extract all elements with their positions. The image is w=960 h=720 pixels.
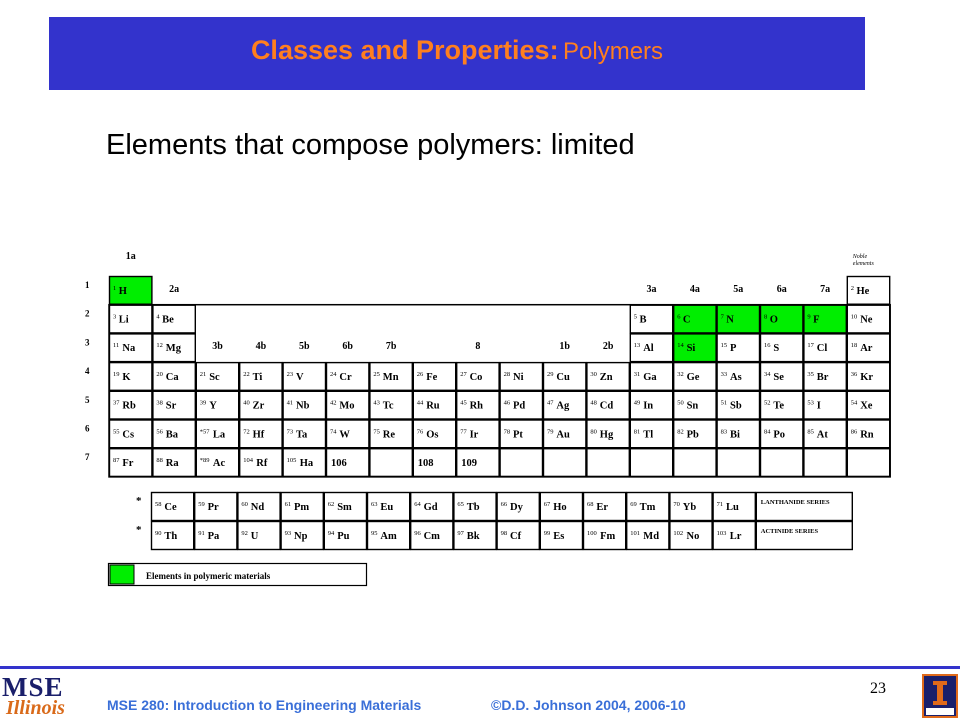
element-number: 41 xyxy=(286,399,294,407)
element-symbol: Lr xyxy=(729,530,742,542)
element-symbol: H xyxy=(118,285,127,297)
element-symbol: Eu xyxy=(380,501,394,513)
element-symbol: Pm xyxy=(294,501,310,513)
group-label: 5a xyxy=(733,283,744,295)
legend-swatch xyxy=(110,565,134,584)
element-symbol: W xyxy=(339,429,350,441)
period-label: 2 xyxy=(85,308,90,319)
element-symbol: Cf xyxy=(510,530,522,542)
element-number: 101 xyxy=(630,529,640,537)
element-number: 67 xyxy=(543,500,551,508)
element-symbol: Pa xyxy=(207,530,220,542)
element-number: 48 xyxy=(590,399,597,407)
element-number: 27 xyxy=(460,370,467,378)
group-label: 5b xyxy=(299,341,310,353)
element-symbol: Si xyxy=(686,343,696,355)
element-number: 8 xyxy=(764,313,768,321)
copyright: ©D.D. Johnson 2004, 2006-10 xyxy=(491,697,686,713)
element-number: 104 xyxy=(243,456,253,464)
element-number: 73 xyxy=(286,428,294,436)
element-number: 66 xyxy=(500,500,508,508)
element-symbol: Os xyxy=(426,429,439,441)
element-symbol: B xyxy=(639,314,647,326)
element-number: 11 xyxy=(113,342,120,350)
element-symbol: Tl xyxy=(643,429,654,441)
series-marker: * xyxy=(136,495,142,507)
element-symbol: Na xyxy=(122,343,136,355)
element-number: 33 xyxy=(720,370,728,378)
element-symbol: La xyxy=(212,429,226,441)
period-label: 3 xyxy=(85,337,90,348)
element-symbol: At xyxy=(816,429,828,441)
element-symbol: Ag xyxy=(556,400,570,412)
element-symbol: Nd xyxy=(250,501,265,513)
element-symbol: Sm xyxy=(337,501,352,513)
element-cell xyxy=(544,449,586,477)
element-number: 61 xyxy=(284,500,292,508)
element-symbol: Hg xyxy=(599,429,614,441)
element-symbol: Co xyxy=(469,371,483,383)
group-label: 1a xyxy=(125,251,136,262)
element-number: 16 xyxy=(764,342,771,350)
element-number: 71 xyxy=(716,500,724,508)
element-symbol: Ra xyxy=(165,457,179,469)
element-symbol: Ar xyxy=(860,343,873,355)
element-symbol: Ga xyxy=(643,371,657,383)
element-symbol: U xyxy=(250,530,259,542)
element-number: 79 xyxy=(547,428,554,436)
period-label: 1 xyxy=(85,280,90,290)
element-symbol: Ta xyxy=(296,429,308,441)
group-label: 4b xyxy=(255,341,267,353)
element-number: 49 xyxy=(633,399,641,407)
element-symbol: Tb xyxy=(466,501,480,513)
element-symbol: Te xyxy=(773,400,785,412)
element-symbol: Md xyxy=(643,530,660,542)
element-symbol: Po xyxy=(773,429,786,441)
element-symbol: Ru xyxy=(426,400,440,412)
element-number: 90 xyxy=(155,529,162,537)
element-symbol: Ti xyxy=(252,371,263,383)
group-label: 7b xyxy=(385,341,397,353)
element-number: 63 xyxy=(371,500,378,508)
element-symbol: 108 xyxy=(417,457,434,469)
element-number: 99 xyxy=(543,529,551,537)
illinois-logo: Illinois xyxy=(6,697,65,719)
element-symbol: No xyxy=(686,530,700,542)
element-symbol: Pt xyxy=(513,429,523,441)
element-number: 83 xyxy=(720,428,728,436)
period-label: 7 xyxy=(85,452,90,463)
element-symbol: K xyxy=(122,371,131,383)
element-number: 72 xyxy=(243,428,250,436)
page-number: 23 xyxy=(870,680,886,697)
element-number: 95 xyxy=(371,529,378,537)
group-label: 2a xyxy=(169,283,180,295)
element-number: 14 xyxy=(677,342,684,350)
element-number: 97 xyxy=(457,529,464,537)
element-cell xyxy=(630,449,672,477)
element-number: 102 xyxy=(673,529,684,537)
element-number: 76 xyxy=(416,428,424,436)
element-symbol: Cm xyxy=(423,530,440,542)
element-number: *89 xyxy=(199,456,210,464)
element-number: 52 xyxy=(764,399,771,407)
element-number: 105 xyxy=(286,456,297,464)
element-number: 35 xyxy=(807,370,814,378)
university-crest-icon xyxy=(922,674,958,718)
element-symbol: Xe xyxy=(860,400,873,412)
element-symbol: Mo xyxy=(339,400,355,412)
element-number: 87 xyxy=(113,456,120,464)
element-number: 26 xyxy=(416,370,424,378)
element-number: 58 xyxy=(155,500,162,508)
element-number: 103 xyxy=(716,529,727,537)
element-number: 91 xyxy=(198,529,205,537)
element-symbol: Rh xyxy=(469,400,484,412)
element-number: 81 xyxy=(633,428,641,436)
group-label: 1b xyxy=(559,341,570,353)
element-symbol: Ha xyxy=(299,457,314,469)
element-symbol: 106 xyxy=(331,457,347,469)
period-label: 4 xyxy=(85,366,90,377)
element-symbol: Es xyxy=(553,530,565,542)
element-symbol: Ni xyxy=(513,371,524,383)
element-symbol: Pb xyxy=(686,429,699,441)
element-number: 51 xyxy=(720,399,728,407)
element-symbol: Zn xyxy=(599,371,613,383)
element-number: 10 xyxy=(850,313,858,321)
element-number: 21 xyxy=(199,370,207,378)
element-number: 56 xyxy=(156,428,163,436)
element-symbol: Cs xyxy=(122,429,135,441)
element-cell xyxy=(847,449,889,477)
element-number: 98 xyxy=(500,529,508,537)
element-symbol: In xyxy=(643,400,654,412)
element-symbol: Kr xyxy=(860,371,874,383)
element-number: 62 xyxy=(327,500,335,508)
element-symbol: Mn xyxy=(382,371,399,383)
series-marker: * xyxy=(136,524,142,536)
element-number: 12 xyxy=(156,342,163,350)
element-number: 13 xyxy=(633,342,641,350)
element-symbol: Cl xyxy=(816,343,828,355)
group-label: 3a xyxy=(646,283,657,295)
element-symbol: Am xyxy=(380,530,397,542)
group-label: 2b xyxy=(602,341,614,353)
element-number: 100 xyxy=(587,529,597,537)
element-number: 24 xyxy=(330,370,337,378)
group-label: 8 xyxy=(475,341,481,353)
series-label-cell xyxy=(756,493,852,521)
element-number: 53 xyxy=(807,399,814,407)
element-number: 65 xyxy=(457,500,464,508)
element-symbol: V xyxy=(296,371,304,383)
element-number: 25 xyxy=(373,370,380,378)
element-symbol: Ba xyxy=(165,429,179,441)
element-symbol: Bi xyxy=(730,429,740,441)
footer-divider xyxy=(0,666,960,669)
element-symbol: Mg xyxy=(165,343,181,355)
element-symbol: 109 xyxy=(461,457,477,469)
element-symbol: Ca xyxy=(165,371,179,383)
element-symbol: Rn xyxy=(860,429,874,441)
element-number: 22 xyxy=(243,370,250,378)
element-number: 42 xyxy=(330,399,337,407)
element-number: 96 xyxy=(414,529,421,537)
element-symbol: Li xyxy=(118,314,129,326)
element-number: 4 xyxy=(156,313,160,321)
element-number: 68 xyxy=(587,500,594,508)
element-symbol: Rb xyxy=(122,400,136,412)
element-symbol: Fe xyxy=(426,371,438,383)
element-number: 82 xyxy=(677,428,684,436)
element-symbol: N xyxy=(726,314,734,326)
element-number: 55 xyxy=(113,428,120,436)
element-number: 30 xyxy=(590,370,597,378)
legend-label: Elements in polymeric materials xyxy=(146,571,271,581)
element-symbol: As xyxy=(730,371,742,383)
element-number: 77 xyxy=(460,428,467,436)
element-number: 1 xyxy=(113,284,117,292)
element-symbol: Au xyxy=(556,429,570,441)
element-number: 44 xyxy=(416,399,424,407)
element-number: 9 xyxy=(807,313,811,321)
element-symbol: Ce xyxy=(164,501,177,513)
element-symbol: S xyxy=(773,343,780,355)
element-symbol: Nb xyxy=(296,400,310,412)
course-name: MSE 280: Introduction to Engineering Materials xyxy=(107,697,422,713)
element-symbol: Ge xyxy=(686,371,700,383)
element-number: 20 xyxy=(156,370,163,378)
element-symbol: Fr xyxy=(122,457,134,469)
element-number: 17 xyxy=(807,342,814,350)
element-symbol: Sb xyxy=(730,400,742,412)
element-symbol: Er xyxy=(596,501,609,513)
element-symbol: O xyxy=(769,314,778,326)
element-symbol: F xyxy=(813,314,820,326)
element-symbol: He xyxy=(856,285,870,297)
element-number: 31 xyxy=(633,370,641,378)
element-number: 36 xyxy=(850,370,858,378)
element-number: 32 xyxy=(677,370,684,378)
element-symbol: Tc xyxy=(382,400,394,412)
element-cell xyxy=(370,449,412,477)
element-symbol: Be xyxy=(162,314,174,326)
group-label: 6a xyxy=(776,283,787,295)
element-number: 86 xyxy=(850,428,858,436)
element-symbol: Sc xyxy=(209,371,220,383)
element-symbol: Ho xyxy=(553,501,567,513)
element-number: 6 xyxy=(677,313,681,321)
element-symbol: Cu xyxy=(556,371,570,383)
series-label: ACTINIDE SERIES xyxy=(760,528,819,535)
period-label: 6 xyxy=(85,423,90,434)
element-number: 74 xyxy=(330,428,337,436)
element-number: 92 xyxy=(241,529,248,537)
element-cell xyxy=(587,449,629,477)
element-number: 43 xyxy=(373,399,380,407)
element-symbol: Br xyxy=(816,371,829,383)
element-number: 18 xyxy=(850,342,858,350)
element-symbol: I xyxy=(816,400,821,412)
element-symbol: Rf xyxy=(256,457,268,469)
element-symbol: Sr xyxy=(165,400,177,412)
element-symbol: P xyxy=(730,343,737,355)
element-number: 28 xyxy=(503,370,511,378)
element-symbol: Ir xyxy=(469,429,479,441)
element-number: 3 xyxy=(113,313,117,321)
noble-gas-label: elements xyxy=(852,261,874,267)
element-symbol: Al xyxy=(643,343,654,355)
mse-logo: MSE xyxy=(2,672,64,702)
element-number: 47 xyxy=(547,399,554,407)
element-symbol: Tm xyxy=(639,501,656,513)
group-label: 7a xyxy=(820,283,831,295)
element-symbol: Pr xyxy=(207,501,219,513)
element-symbol: Y xyxy=(209,400,217,412)
element-number: 60 xyxy=(241,500,248,508)
element-number: 70 xyxy=(673,500,680,508)
element-number: 59 xyxy=(198,500,205,508)
element-symbol: Se xyxy=(773,371,784,383)
group-label: 6b xyxy=(342,341,353,353)
slide-title-main: Classes and Properties: xyxy=(250,35,559,65)
slide-subtitle: Elements that compose polymers: limited xyxy=(106,129,635,161)
element-number: 54 xyxy=(850,399,858,407)
element-number: 7 xyxy=(720,313,724,321)
element-symbol: Gd xyxy=(423,501,438,513)
element-symbol: Th xyxy=(164,530,178,542)
element-symbol: Pu xyxy=(337,530,350,542)
element-number: 45 xyxy=(460,399,467,407)
element-number: 75 xyxy=(373,428,380,436)
element-number: 37 xyxy=(113,399,120,407)
element-number: 34 xyxy=(764,370,771,378)
element-cell xyxy=(804,449,846,477)
element-number: 50 xyxy=(677,399,684,407)
element-number: 15 xyxy=(720,342,728,350)
noble-gas-label: Noble xyxy=(852,254,868,260)
element-number: 93 xyxy=(284,529,292,537)
element-symbol: Cd xyxy=(599,400,614,412)
group-label: 3b xyxy=(212,341,223,353)
series-label: LANTHANIDE SERIES xyxy=(760,499,830,506)
group-label: 4a xyxy=(689,283,700,295)
element-symbol: Bk xyxy=(466,530,480,542)
element-symbol: Ac xyxy=(212,457,226,469)
element-number: 29 xyxy=(547,370,554,378)
element-symbol: Dy xyxy=(510,501,523,513)
element-symbol: Fm xyxy=(600,530,616,542)
slide-title-sub: Polymers xyxy=(563,38,664,65)
element-symbol: Yb xyxy=(682,501,697,513)
element-symbol: Lu xyxy=(726,501,739,513)
element-symbol: Re xyxy=(382,429,396,441)
element-symbol: Cr xyxy=(339,371,352,383)
element-number: 23 xyxy=(286,370,294,378)
element-number: 40 xyxy=(243,399,250,407)
element-symbol: Pd xyxy=(513,400,526,412)
element-number: *57 xyxy=(199,428,210,436)
element-number: 78 xyxy=(503,428,511,436)
element-symbol: C xyxy=(682,314,691,326)
element-number: 38 xyxy=(156,399,163,407)
element-number: 80 xyxy=(590,428,597,436)
element-number: 5 xyxy=(633,313,638,321)
element-number: 64 xyxy=(414,500,421,508)
element-number: 85 xyxy=(807,428,814,436)
element-number: 94 xyxy=(327,529,335,537)
element-number: 39 xyxy=(199,399,207,407)
element-symbol: Hf xyxy=(252,429,265,441)
element-number: 19 xyxy=(113,370,120,378)
element-cell xyxy=(674,449,716,477)
element-number: 46 xyxy=(503,399,511,407)
element-symbol: Sn xyxy=(686,400,699,412)
element-cell xyxy=(717,449,759,477)
element-symbol: Zr xyxy=(252,400,265,412)
series-label-cell xyxy=(756,522,852,550)
element-symbol: Ne xyxy=(860,314,873,326)
element-number: 2 xyxy=(850,284,855,292)
element-cell xyxy=(500,449,542,477)
element-number: 84 xyxy=(764,428,771,436)
period-label: 5 xyxy=(85,394,90,405)
element-cell xyxy=(761,449,803,477)
element-number: 69 xyxy=(630,500,637,508)
element-number: 88 xyxy=(156,456,163,464)
element-symbol: Np xyxy=(294,530,308,542)
